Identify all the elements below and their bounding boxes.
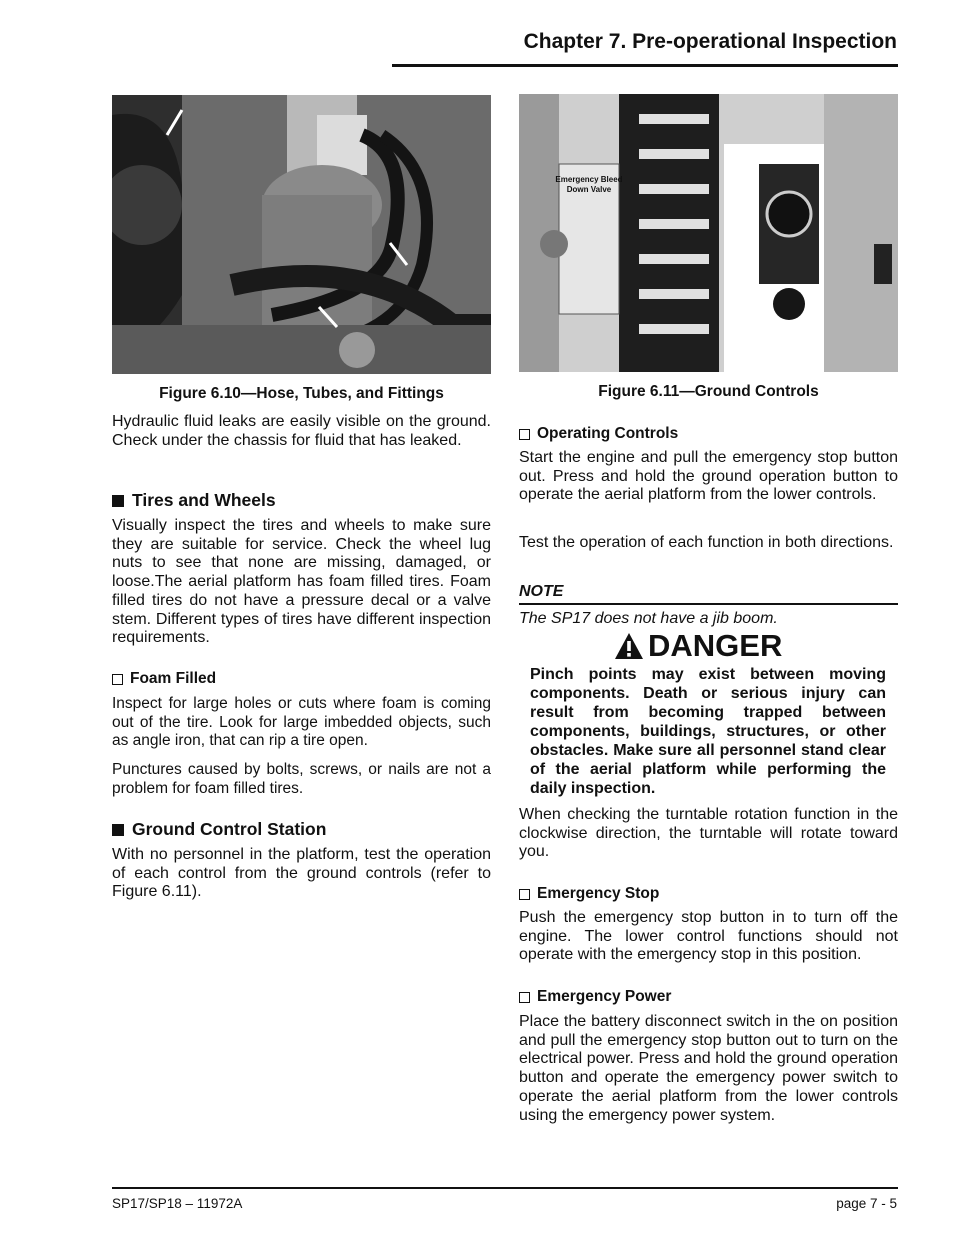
checkbox-bullet-icon	[519, 889, 530, 900]
figure-6-11-caption: Figure 6.11—Ground Controls	[598, 383, 819, 400]
foam-filled-heading: Foam Filled	[112, 670, 216, 688]
tires-wheels-heading: Tires and Wheels	[112, 490, 276, 511]
foam-paragraph-1: Inspect for large holes or cuts where foam is coming out of the tire. Look for large imbedded objects, such as angle iron, that can rip a tire open.	[112, 695, 491, 750]
svg-text:Emergency Bleed: Emergency Bleed	[555, 175, 623, 184]
emergency-stop-paragraph: Push the emergency stop button in to turn off the engine. The lower control functions should not operate with the emergency stop in this position.	[519, 909, 898, 964]
emergency-power-paragraph: Place the battery disconnect switch in the on position and pull the emergency stop button out to turn on the electrical power. Press and hold the ground operation button and operate the emergency power switch to operate the aerial platform from the lower controls using the emergency power system.	[519, 1013, 898, 1124]
checkbox-bullet-icon	[519, 429, 530, 440]
ground-controls-photo	[519, 94, 898, 372]
danger-text: Pinch points may exist between moving components. Death or serious injury can result from becoming trapped between components, buildings, structures, or other obstacles. Make sure all personnel stand clear of the aerial platform while performing the daily inspection.	[530, 666, 886, 797]
emergency-stop-heading: Emergency Stop	[519, 885, 659, 903]
ground-control-paragraph: With no personnel in the platform, test the operation of each control from the ground controls (refer to Figure 6.11).	[112, 846, 491, 901]
footer-rule	[112, 1187, 898, 1189]
danger-heading: DANGER	[614, 628, 782, 664]
header-rule	[392, 64, 898, 67]
page-header-title: Chapter 7. Pre-operational Inspection	[523, 30, 897, 53]
note-text: The SP17 does not have a jib boom.	[519, 610, 778, 627]
footer-page-number: page 7 - 5	[836, 1196, 897, 1211]
square-bullet-icon	[112, 495, 124, 507]
ground-control-heading: Ground Control Station	[112, 819, 326, 840]
footer-document-id: SP17/SP18 – 11972A	[112, 1196, 243, 1211]
hose-fittings-photo	[112, 95, 491, 374]
operating-paragraph-1: Start the engine and pull the emergency stop button out. Press and hold the ground operation button to operate the aerial platform from the lower controls.	[519, 449, 898, 504]
note-label: NOTE	[519, 583, 564, 600]
checkbox-bullet-icon	[519, 992, 530, 1003]
tires-paragraph: Visually inspect the tires and wheels to make sure they are suitable for service. Check the wheel lug nuts to see that none are missing, damaged, or loose.The aerial platform has foam filled tires. Foam filled tires do not have a pressure decal or a valve stem. Different types of tires have different inspection requirements.	[112, 517, 491, 647]
foam-paragraph-2: Punctures caused by bolts, screws, or nails are not a problem for foam filled tires.	[112, 761, 491, 797]
square-bullet-icon	[112, 824, 124, 836]
emergency-power-heading: Emergency Power	[519, 988, 671, 1006]
operating-controls-heading: Operating Controls	[519, 425, 678, 443]
svg-text:Down Valve: Down Valve	[566, 185, 612, 194]
warning-triangle-icon	[614, 632, 644, 660]
turntable-paragraph: When checking the turntable rotation function in the clockwise direction, the turntable will rotate toward you.	[519, 806, 898, 861]
figure-6-10-caption: Figure 6.10—Hose, Tubes, and Fittings	[159, 385, 444, 402]
operating-paragraph-2: Test the operation of each function in both directions.	[519, 534, 894, 551]
note-rule	[519, 603, 898, 605]
checkbox-bullet-icon	[112, 674, 123, 685]
leaks-paragraph: Hydraulic fluid leaks are easily visible on the ground. Check under the chassis for fluid that has leaked.	[112, 413, 491, 449]
